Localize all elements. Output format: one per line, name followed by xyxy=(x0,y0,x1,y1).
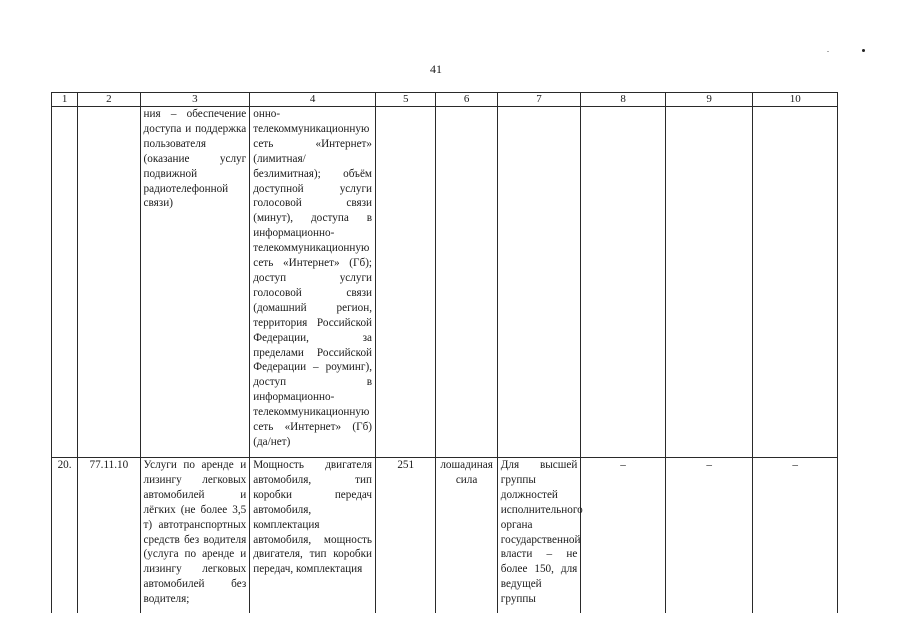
header-cell: 9 xyxy=(665,93,753,107)
header-cell: 7 xyxy=(497,93,581,107)
value-cell: Для высшей группы должностей исполнительного органа государственной власти – не более 150, для ведущей группы xyxy=(497,458,581,614)
service-description-cell: ния – обеспечение доступа и поддержка пользователя (оказание услуг подвижной радиотелефонной связи) xyxy=(140,107,250,458)
table-cell xyxy=(78,107,140,458)
unit-code-cell: 251 xyxy=(376,458,436,614)
header-cell: 5 xyxy=(376,93,436,107)
specification-table xyxy=(51,92,838,613)
value-cell: – xyxy=(665,458,753,614)
header-cell: 4 xyxy=(250,93,376,107)
header-cell: 2 xyxy=(78,93,140,107)
table-cell xyxy=(497,107,581,458)
table-cell xyxy=(436,107,497,458)
table-cell xyxy=(665,107,753,458)
unit-name-cell: лошадиная сила xyxy=(436,458,497,614)
table-row xyxy=(52,107,838,458)
header-cell: 10 xyxy=(753,93,838,107)
header-cell: 8 xyxy=(581,93,666,107)
scan-speck xyxy=(827,51,829,52)
table-cell xyxy=(581,107,666,458)
table-row xyxy=(52,458,838,614)
page-number: 41 xyxy=(430,62,442,76)
table-cell xyxy=(376,107,436,458)
header-cell: 1 xyxy=(52,93,78,107)
characteristics-cell: онно-телекоммуникационную сеть «Интернет» (лимитная/безлимитная); объём доступной услуги голосовой связи (минут), доступа в информационно-телекоммуникационную сеть «Интернет» (Гб); доступ услуги голосовой связи (домашний регион, территория Российской Федерации, за пределами Российской Федерации – роуминг), доступ в информационно-телекоммуникационную сеть «Интернет» (Гб) (да/нет) xyxy=(250,107,376,458)
row-number-cell: 20. xyxy=(52,458,78,614)
service-description-cell: Услуги по аренде и лизингу легковых автомобилей и лёгких (не более 3,5 т) автотранспортных средств без водителя (услуга по аренде и лизингу легковых автомобилей без водителя; xyxy=(140,458,250,614)
value-cell: – xyxy=(581,458,666,614)
characteristics-cell: Мощность двигателя автомобиля, тип коробки передач автомобиля, комплектация автомобиля, мощность двигателя, тип коробки передач, комплектация xyxy=(250,458,376,614)
scan-speck xyxy=(862,49,865,52)
header-cell: 6 xyxy=(436,93,497,107)
okpd-code-cell: 77.11.10 xyxy=(78,458,140,614)
table-cell xyxy=(52,107,78,458)
value-cell: – xyxy=(753,458,838,614)
table-cell xyxy=(753,107,838,458)
table-header-row xyxy=(52,93,838,107)
header-cell: 3 xyxy=(140,93,250,107)
